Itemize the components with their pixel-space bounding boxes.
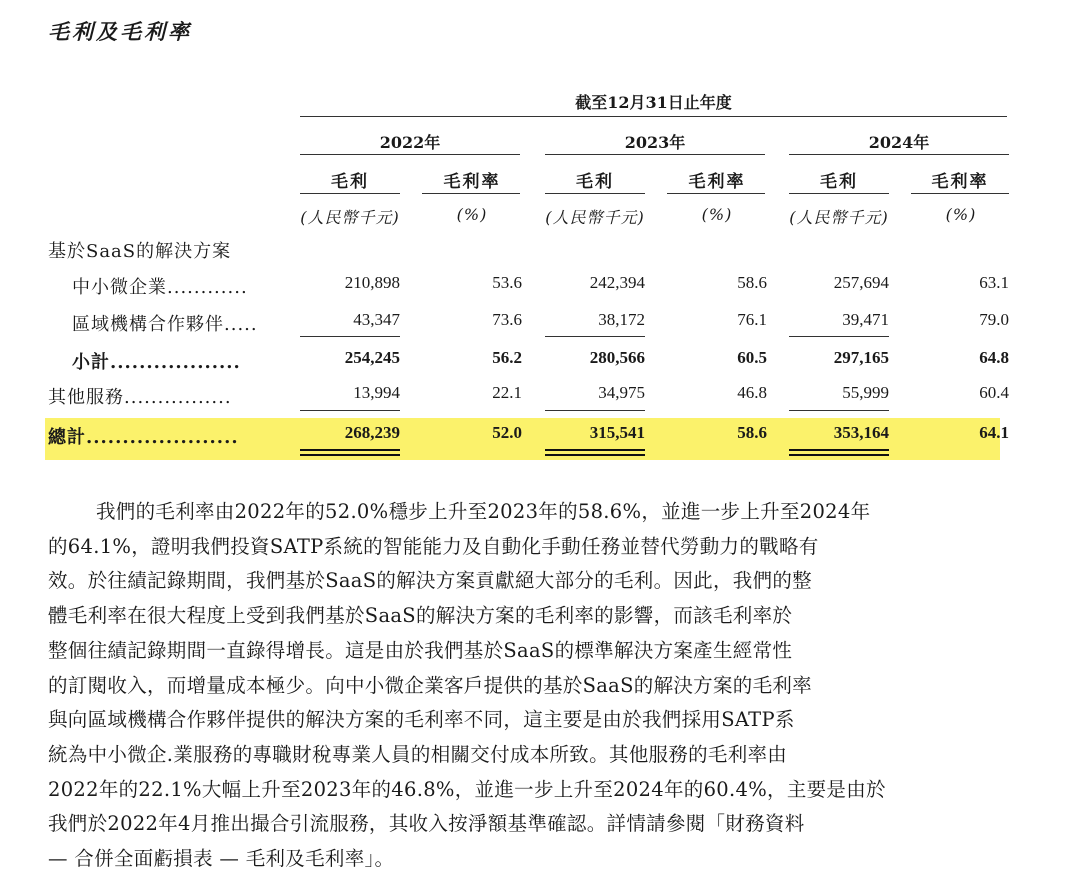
year-2022-header: 2022年 — [379, 133, 441, 152]
table-cell: 73.6 — [492, 310, 522, 329]
table-cell: 55,999 — [842, 383, 889, 402]
table-cell: 22.1 — [492, 383, 522, 402]
table-cell: 210,898 — [344, 273, 400, 292]
year-2023-header: 2023年 — [624, 133, 686, 152]
unit-pct-2023: (%) — [701, 205, 733, 224]
paragraph-line: 效。於往績記錄期間，我們基於SaaS的解決方案貢獻絕大部分的毛利。因此，我們的整 — [48, 569, 812, 593]
period-rule — [300, 116, 1007, 117]
year-2022-rule — [300, 154, 520, 155]
period-header: 截至12月31日止年度 — [575, 93, 732, 112]
row-label-sme: 中小微企業............ — [72, 277, 248, 298]
unit-rmb-2022: (人民幣千元) — [300, 208, 400, 227]
table-cell: 297,165 — [833, 348, 889, 367]
subtotal-rule — [300, 336, 400, 337]
table-cell: 58.6 — [737, 273, 767, 292]
double-rule — [300, 454, 400, 456]
col-rule — [422, 193, 520, 194]
table-cell: 268,239 — [344, 423, 400, 442]
section-title: 毛利及毛利率 — [48, 19, 192, 44]
table-cell: 242,394 — [589, 273, 645, 292]
row-label-other-services: 其他服務................ — [48, 387, 232, 408]
row-label-regional-partners: 區域機構合作夥伴..... — [72, 314, 258, 335]
paragraph-line: 2022年的22.1%大幅上升至2023年的46.8%，並進一步上升至2024年的60.4%，主要是由於 — [48, 777, 886, 801]
total-rule — [789, 410, 889, 411]
table-cell: 257,694 — [833, 273, 889, 292]
double-rule — [789, 449, 889, 451]
table-cell: 63.1 — [979, 273, 1009, 292]
col-rule — [545, 193, 645, 194]
col-margin-2022: 毛利率 — [443, 172, 501, 192]
year-2024-rule — [789, 154, 1009, 155]
subtotal-rule — [545, 336, 645, 337]
col-margin-2023: 毛利率 — [688, 172, 746, 192]
table-cell: 60.5 — [737, 348, 767, 367]
year-2023-rule — [545, 154, 765, 155]
double-rule — [789, 454, 889, 456]
col-rule — [789, 193, 889, 194]
table-cell: 53.6 — [492, 273, 522, 292]
table-cell: 46.8 — [737, 383, 767, 402]
col-rule — [911, 193, 1009, 194]
paragraph-line: — 合併全面虧損表 — 毛利及毛利率」。 — [48, 847, 395, 871]
table-cell: 43,347 — [353, 310, 400, 329]
paragraph-line: 我們的毛利率由2022年的52.0%穩步上升至2023年的58.6%，並進一步上升至2024年 — [96, 500, 871, 523]
paragraph-line: 的訂閱收入，而增量成本極少。向中小微企業客戶提供的基於SaaS的解決方案的毛利率 — [48, 673, 812, 697]
col-gross-profit-2024: 毛利 — [820, 172, 858, 192]
table-cell: 58.6 — [737, 423, 767, 442]
unit-pct-2024: (%) — [945, 205, 977, 224]
table-cell: 64.1 — [979, 423, 1009, 442]
group-label-saas: 基於SaaS的解決方案 — [48, 241, 232, 262]
unit-rmb-2023: (人民幣千元) — [545, 208, 645, 227]
table-cell: 39,471 — [842, 310, 889, 329]
table-cell: 76.1 — [737, 310, 767, 329]
unit-pct-2022: (%) — [456, 205, 488, 224]
col-rule — [300, 193, 400, 194]
table-cell: 79.0 — [979, 310, 1009, 329]
col-margin-2024: 毛利率 — [931, 172, 989, 192]
table-cell: 254,245 — [344, 348, 400, 367]
table-cell: 280,566 — [589, 348, 645, 367]
total-rule — [545, 410, 645, 411]
table-cell: 64.8 — [979, 348, 1009, 367]
col-gross-profit-2022: 毛利 — [331, 172, 369, 192]
table-cell: 315,541 — [589, 423, 645, 442]
table-cell: 38,172 — [598, 310, 645, 329]
double-rule — [300, 449, 400, 451]
paragraph-line: 與向區域機構合作夥伴提供的解決方案的毛利率不同，這主要是由於我們採用SATP系 — [48, 708, 795, 732]
row-label-subtotal: 小計.................. — [72, 352, 241, 373]
total-rule — [300, 410, 400, 411]
table-cell: 34,975 — [598, 383, 645, 402]
paragraph-line: 體毛利率在很大程度上受到我們基於SaaS的解決方案的毛利率的影響，而該毛利率於 — [48, 604, 793, 628]
paragraph-line: 我們於2022年4月推出撮合引流服務，其收入按淨額基準確認。詳情請參閱「財務資料 — [48, 812, 805, 836]
body-paragraph — [48, 495, 1023, 877]
double-rule — [545, 454, 645, 456]
col-rule — [667, 193, 765, 194]
row-label-total: 總計..................... — [48, 427, 239, 448]
table-cell: 353,164 — [833, 423, 889, 442]
table-cell: 52.0 — [492, 423, 522, 442]
table-cell: 56.2 — [492, 348, 522, 367]
col-gross-profit-2023: 毛利 — [576, 172, 614, 192]
table-cell: 13,994 — [353, 383, 400, 402]
year-2024-header: 2024年 — [868, 133, 930, 152]
unit-rmb-2024: (人民幣千元) — [789, 208, 889, 227]
table-cell: 60.4 — [979, 383, 1009, 402]
subtotal-rule — [789, 336, 889, 337]
paragraph-line: 整個往績記錄期間一直錄得增長。這是由於我們基於SaaS的標準解決方案產生經常性 — [48, 638, 793, 662]
double-rule — [545, 449, 645, 451]
paragraph-line: 的64.1%，證明我們投資SATP系統的智能能力及自動化手動任務並替代勞動力的戰略有 — [48, 534, 819, 558]
paragraph-line: 統為中小微企.業服務的專職財稅專業人員的相關交付成本所致。其他服務的毛利率由 — [48, 742, 788, 766]
